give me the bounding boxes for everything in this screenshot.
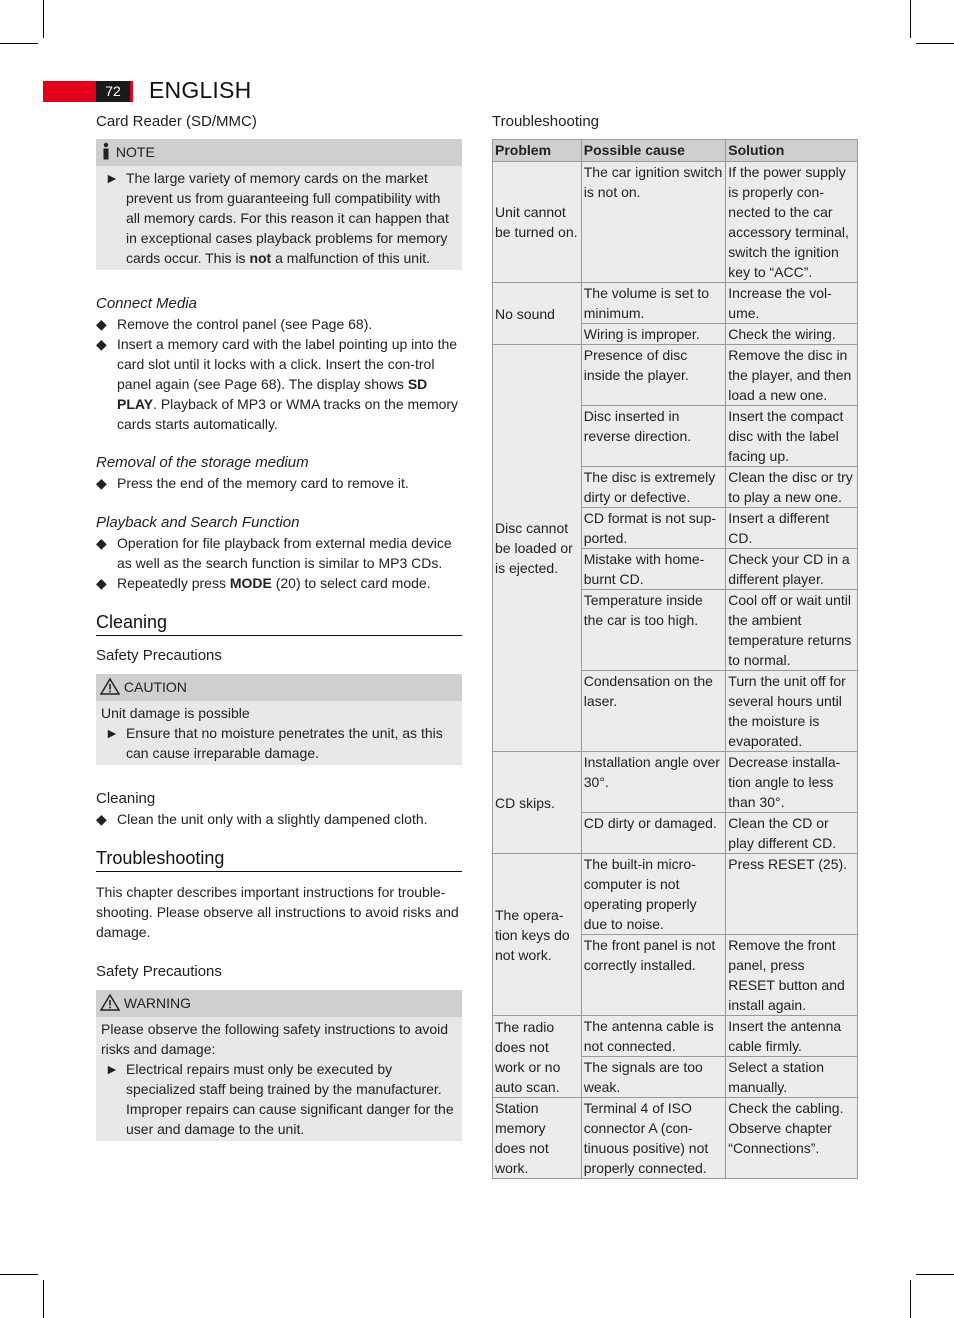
caution-heading: Unit damage is possible xyxy=(101,705,250,721)
warning-label: WARNING xyxy=(123,995,192,1011)
solution-cell: Select a station manually. xyxy=(726,1057,858,1098)
crop-mark xyxy=(0,1274,38,1275)
warning-header xyxy=(96,990,462,1017)
page-number: 72 xyxy=(96,81,130,102)
cause-cell: Installation angle over 30°. xyxy=(581,752,726,813)
table-header-row xyxy=(493,140,858,162)
table-row xyxy=(493,1098,858,1179)
solution-cell: Check the cabling. Observe chapter “Connections”. xyxy=(726,1098,858,1179)
table-row xyxy=(493,1016,858,1057)
crop-mark xyxy=(916,43,954,44)
cleaning-sub-title: Cleaning xyxy=(96,790,156,807)
table-row xyxy=(493,854,858,935)
diamond-bullet-icon: ◆ xyxy=(96,336,107,352)
problem-cell: Disc cannot be loaded or is ejected. xyxy=(493,345,582,752)
playback-item-1: Operation for file playback from external media device as well as the search function is similar to MP3 CDs. xyxy=(117,535,452,571)
solution-cell: Clean the CD or play different CD. xyxy=(726,813,858,854)
list-item xyxy=(96,809,462,829)
diamond-bullet-icon: ◆ xyxy=(96,316,107,332)
cause-cell: CD dirty or damaged. xyxy=(581,813,726,854)
crop-mark xyxy=(0,43,38,44)
table-row xyxy=(493,345,858,406)
warning-triangle-icon xyxy=(100,679,124,695)
list-item xyxy=(96,473,462,493)
note-header xyxy=(96,139,462,166)
problem-cell: The radio does not work or no auto scan. xyxy=(493,1016,582,1098)
cause-cell: The volume is set to minimum. xyxy=(581,283,726,324)
card-reader-title: Card Reader (SD/MMC) xyxy=(96,113,257,130)
cause-cell: Terminal 4 of ISO connector A (con-tinuous positive) not properly connected. xyxy=(581,1098,726,1179)
table-row xyxy=(493,752,858,813)
diamond-bullet-icon: ◆ xyxy=(96,811,107,827)
removal-title: Removal of the storage medium xyxy=(96,454,309,471)
solution-cell: Remove the disc in the player, and then load a new one. xyxy=(726,345,858,406)
caution-item: ► Ensure that no moisture penetrates the unit, as this can cause irreparable damage. xyxy=(101,723,457,763)
cause-cell: The front panel is not correctly installed. xyxy=(581,935,726,1016)
problem-cell: CD skips. xyxy=(493,752,582,854)
warning-triangle-icon xyxy=(100,995,124,1011)
playback-item-2a: Repeatedly press xyxy=(117,575,226,591)
list-item xyxy=(96,334,462,434)
solution-cell: Remove the front panel, press RESET button and install again. xyxy=(726,935,858,1016)
diamond-bullet-icon: ◆ xyxy=(96,535,107,551)
playback-item-2-bold: MODE xyxy=(229,575,272,591)
column-header-problem: Problem xyxy=(493,140,582,162)
arrow-bullet-icon: ► xyxy=(105,725,119,741)
solution-cell: Increase the vol-ume. xyxy=(726,283,858,324)
solution-cell: Insert the compact disc with the label facing up. xyxy=(726,406,858,467)
cause-cell: The car ignition switch is not on. xyxy=(581,162,726,283)
cause-cell: Presence of disc inside the player. xyxy=(581,345,726,406)
solution-cell: If the power supply is properly con-nected to the car accessory terminal, switch the ignition key to “ACC”. xyxy=(726,162,858,283)
caution-header xyxy=(96,674,462,701)
warning-item: ► Electrical repairs must only be executed by specialized staff being trained by the manufacturer. Improper repairs can cause significant danger for the user and damage to the unit. xyxy=(101,1059,457,1139)
solution-cell: Turn the unit off for several hours until the moisture is evaporated. xyxy=(726,671,858,752)
solution-cell: Insert a different CD. xyxy=(726,508,858,549)
cause-cell: The antenna cable is not connected. xyxy=(581,1016,726,1057)
solution-cell: Insert the antenna cable firmly. xyxy=(726,1016,858,1057)
playback-title: Playback and Search Function xyxy=(96,514,300,531)
playback-item-2b: (20) to select card mode. xyxy=(275,575,431,591)
cleaning-item: Clean the unit only with a slightly dampened cloth. xyxy=(117,811,428,827)
table-body xyxy=(493,162,858,1179)
crop-mark xyxy=(43,0,44,38)
table-row xyxy=(493,162,858,283)
cause-cell: Disc inserted in reverse direction. xyxy=(581,406,726,467)
solution-cell: Press RESET (25). xyxy=(726,854,858,935)
problem-cell: Station memory does not work. xyxy=(493,1098,582,1179)
troubleshooting-intro: This chapter describes important instructions for trouble-shooting. Please observe all instructions to avoid risks and damage. xyxy=(96,884,459,940)
left-column xyxy=(96,112,462,1141)
cause-cell: Mistake with home-burnt CD. xyxy=(581,549,726,590)
crop-mark xyxy=(910,0,911,38)
cause-cell: The built-in micro-computer is not operating properly due to noise. xyxy=(581,854,726,935)
crop-mark xyxy=(43,1280,44,1318)
connect-item-1: Remove the control panel (see Page 68). xyxy=(117,316,373,332)
connect-item-2-bold: SD PLAY xyxy=(117,376,428,412)
note-text-bold: not xyxy=(249,250,272,266)
right-column xyxy=(492,112,858,1179)
note-item xyxy=(101,168,457,268)
warning-body xyxy=(96,1017,462,1141)
arrow-bullet-icon: ► xyxy=(105,170,119,186)
connect-item-2b: . Playback of MP3 or WMA tracks on the memory cards starts automatically. xyxy=(117,396,459,432)
problem-cell: No sound xyxy=(493,283,582,345)
troubleshooting-section-title: Troubleshooting xyxy=(96,848,462,872)
crop-mark xyxy=(910,1280,911,1318)
connect-media-title: Connect Media xyxy=(96,295,197,312)
table-title: Troubleshooting xyxy=(492,113,600,130)
problem-cell: The opera-tion keys do not work. xyxy=(493,854,582,1016)
note-text-b: a malfunction of this unit. xyxy=(275,250,430,266)
column-header-cause: Possible cause xyxy=(581,140,726,162)
troubleshooting-safety-title: Safety Precautions xyxy=(96,963,222,980)
cause-cell: Wiring is improper. xyxy=(581,324,726,345)
note-body xyxy=(96,166,462,270)
caution-label: CAUTION xyxy=(123,679,187,695)
note-box xyxy=(96,139,462,270)
language-heading: ENGLISH xyxy=(149,77,252,103)
diamond-bullet-icon: ◆ xyxy=(96,575,107,591)
column-header-solution: Solution xyxy=(726,140,858,162)
solution-cell: Check your CD in a different player. xyxy=(726,549,858,590)
cause-cell: CD format is not sup-ported. xyxy=(581,508,726,549)
crop-mark xyxy=(916,1274,954,1275)
cleaning-safety-title: Safety Precautions xyxy=(96,647,222,664)
list-item xyxy=(96,533,462,573)
warning-box xyxy=(96,990,462,1141)
connect-item-2a: Insert a memory card with the label pointing up into the card slot until it locks with a click. Insert the con-trol panel again (see Page 68). The display shows xyxy=(117,336,458,392)
note-label: NOTE xyxy=(115,144,155,160)
info-icon xyxy=(100,144,116,160)
cause-cell: Condensation on the laser. xyxy=(581,671,726,752)
arrow-bullet-icon: ► xyxy=(105,1061,119,1077)
list-item xyxy=(96,314,462,334)
troubleshooting-table xyxy=(492,139,858,1179)
cause-cell: Temperature inside the car is too high. xyxy=(581,590,726,671)
diamond-bullet-icon: ◆ xyxy=(96,475,107,491)
note-text-a: The large variety of memory cards on the market prevent us from guaranteeing full compatibility with all memory cards. For this reason it can happen that in exceptional cases playback problems for memory cards occur. This is xyxy=(126,170,449,266)
list-item xyxy=(96,573,462,593)
solution-cell: Cool off or wait until the ambient temperature returns to normal. xyxy=(726,590,858,671)
cause-cell: The signals are too weak. xyxy=(581,1057,726,1098)
table-row xyxy=(493,283,858,324)
caution-box xyxy=(96,674,462,765)
cause-cell: The disc is extremely dirty or defective. xyxy=(581,467,726,508)
cleaning-section-title: Cleaning xyxy=(96,612,462,636)
solution-cell: Clean the disc or try to play a new one. xyxy=(726,467,858,508)
removal-item-1: Press the end of the memory card to remove it. xyxy=(117,475,409,491)
solution-cell: Decrease installa-tion angle to less than 30°. xyxy=(726,752,858,813)
caution-body xyxy=(96,701,462,765)
solution-cell: Check the wiring. xyxy=(726,324,858,345)
warning-intro: Please observe the following safety instructions to avoid risks and damage: xyxy=(101,1021,449,1057)
problem-cell: Unit cannot be turned on. xyxy=(493,162,582,283)
